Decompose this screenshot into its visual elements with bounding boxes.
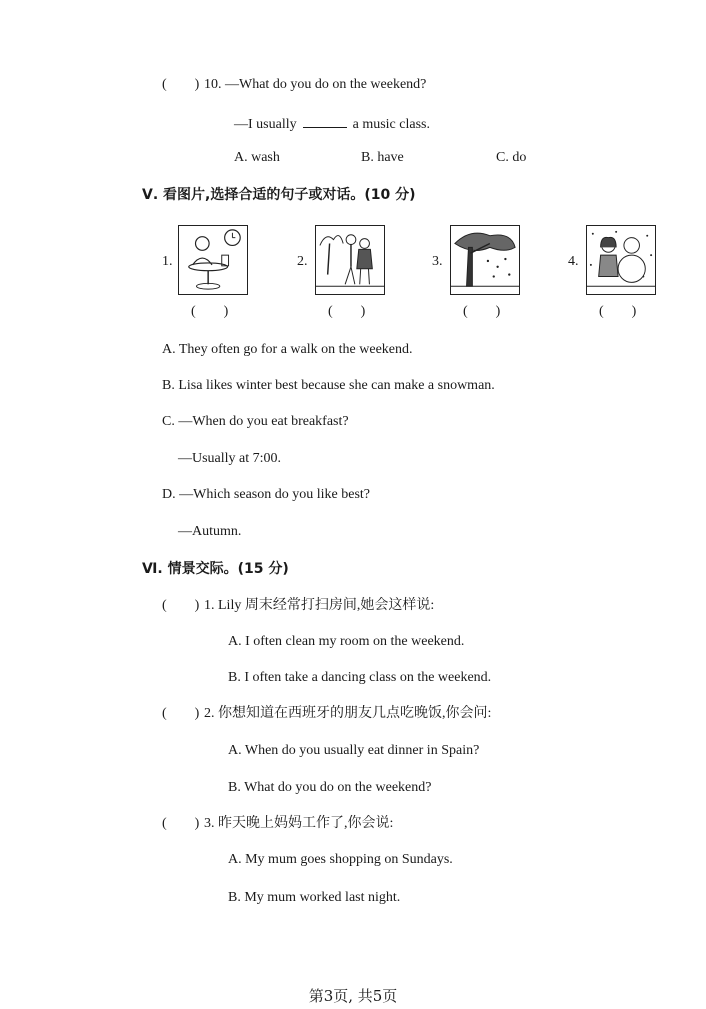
s6-q3-prompt: 3. 昨天晚上妈妈工作了,你会说: <box>204 816 394 831</box>
s6-q1-option-a[interactable]: A. I often clean my room on the weekend. <box>228 634 465 649</box>
s6-q2-option-b[interactable]: B. What do you do on the weekend? <box>228 780 432 795</box>
q10-answer-pre: —I usually <box>234 117 297 132</box>
pic2-paren[interactable]: ( ) <box>328 304 366 319</box>
pic4-paren[interactable]: ( ) <box>599 304 637 319</box>
choice-d: D. —Which season do you like best? <box>162 487 371 502</box>
s6-q1-prompt: 1. Lily 周末经常打扫房间,她会这样说: <box>204 598 435 613</box>
snowman-scene-icon <box>586 225 656 295</box>
pic2-number: 2. <box>297 254 308 269</box>
s6-q3-option-b[interactable]: B. My mum worked last night. <box>228 890 401 905</box>
q10-question: 10. —What do you do on the weekend? <box>204 77 427 92</box>
q10-option-c[interactable]: C. do <box>496 150 527 165</box>
q10-option-a[interactable]: A. wash <box>234 150 280 165</box>
page-footer: 第3页, 共5页 <box>308 987 398 1005</box>
choice-a: A. They often go for a walk on the weekend. <box>162 342 413 357</box>
s6-q2-paren[interactable]: ( ) <box>162 706 200 721</box>
walking-couple-scene-icon <box>315 225 385 295</box>
section6-heading: Ⅵ. 情景交际。(15 分) <box>142 561 289 577</box>
pic3-number: 3. <box>432 254 443 269</box>
breakfast-scene-icon <box>178 225 248 295</box>
section5-heading: Ⅴ. 看图片,选择合适的句子或对话。(10 分) <box>142 187 416 203</box>
choice-c-answer: —Usually at 7:00. <box>178 451 282 466</box>
s6-q1-paren[interactable]: ( ) <box>162 598 200 613</box>
choice-c: C. —When do you eat breakfast? <box>162 414 349 429</box>
s6-q1-option-b[interactable]: B. I often take a dancing class on the weekend. <box>228 670 492 685</box>
pic1-paren[interactable]: ( ) <box>191 304 229 319</box>
autumn-tree-scene-icon <box>450 225 520 295</box>
q10-paren[interactable]: ( ) <box>162 77 200 92</box>
q10-answer-post: a music class. <box>352 117 430 132</box>
s6-q3-paren[interactable]: ( ) <box>162 816 200 831</box>
q10-blank[interactable] <box>303 115 347 128</box>
s6-q2-option-a[interactable]: A. When do you usually eat dinner in Spain? <box>228 743 480 758</box>
q10-option-b[interactable]: B. have <box>361 150 404 165</box>
pic4-number: 4. <box>568 254 579 269</box>
choice-d-answer: —Autumn. <box>178 524 242 539</box>
q10-answer-line <box>234 115 430 132</box>
choice-b: B. Lisa likes winter best because she can make a snowman. <box>162 378 495 393</box>
pic3-paren[interactable]: ( ) <box>463 304 501 319</box>
s6-q3-option-a[interactable]: A. My mum goes shopping on Sundays. <box>228 852 453 867</box>
s6-q2-prompt: 2. 你想知道在西班牙的朋友几点吃晚饭,你会问: <box>204 706 492 721</box>
pic1-number: 1. <box>162 254 173 269</box>
